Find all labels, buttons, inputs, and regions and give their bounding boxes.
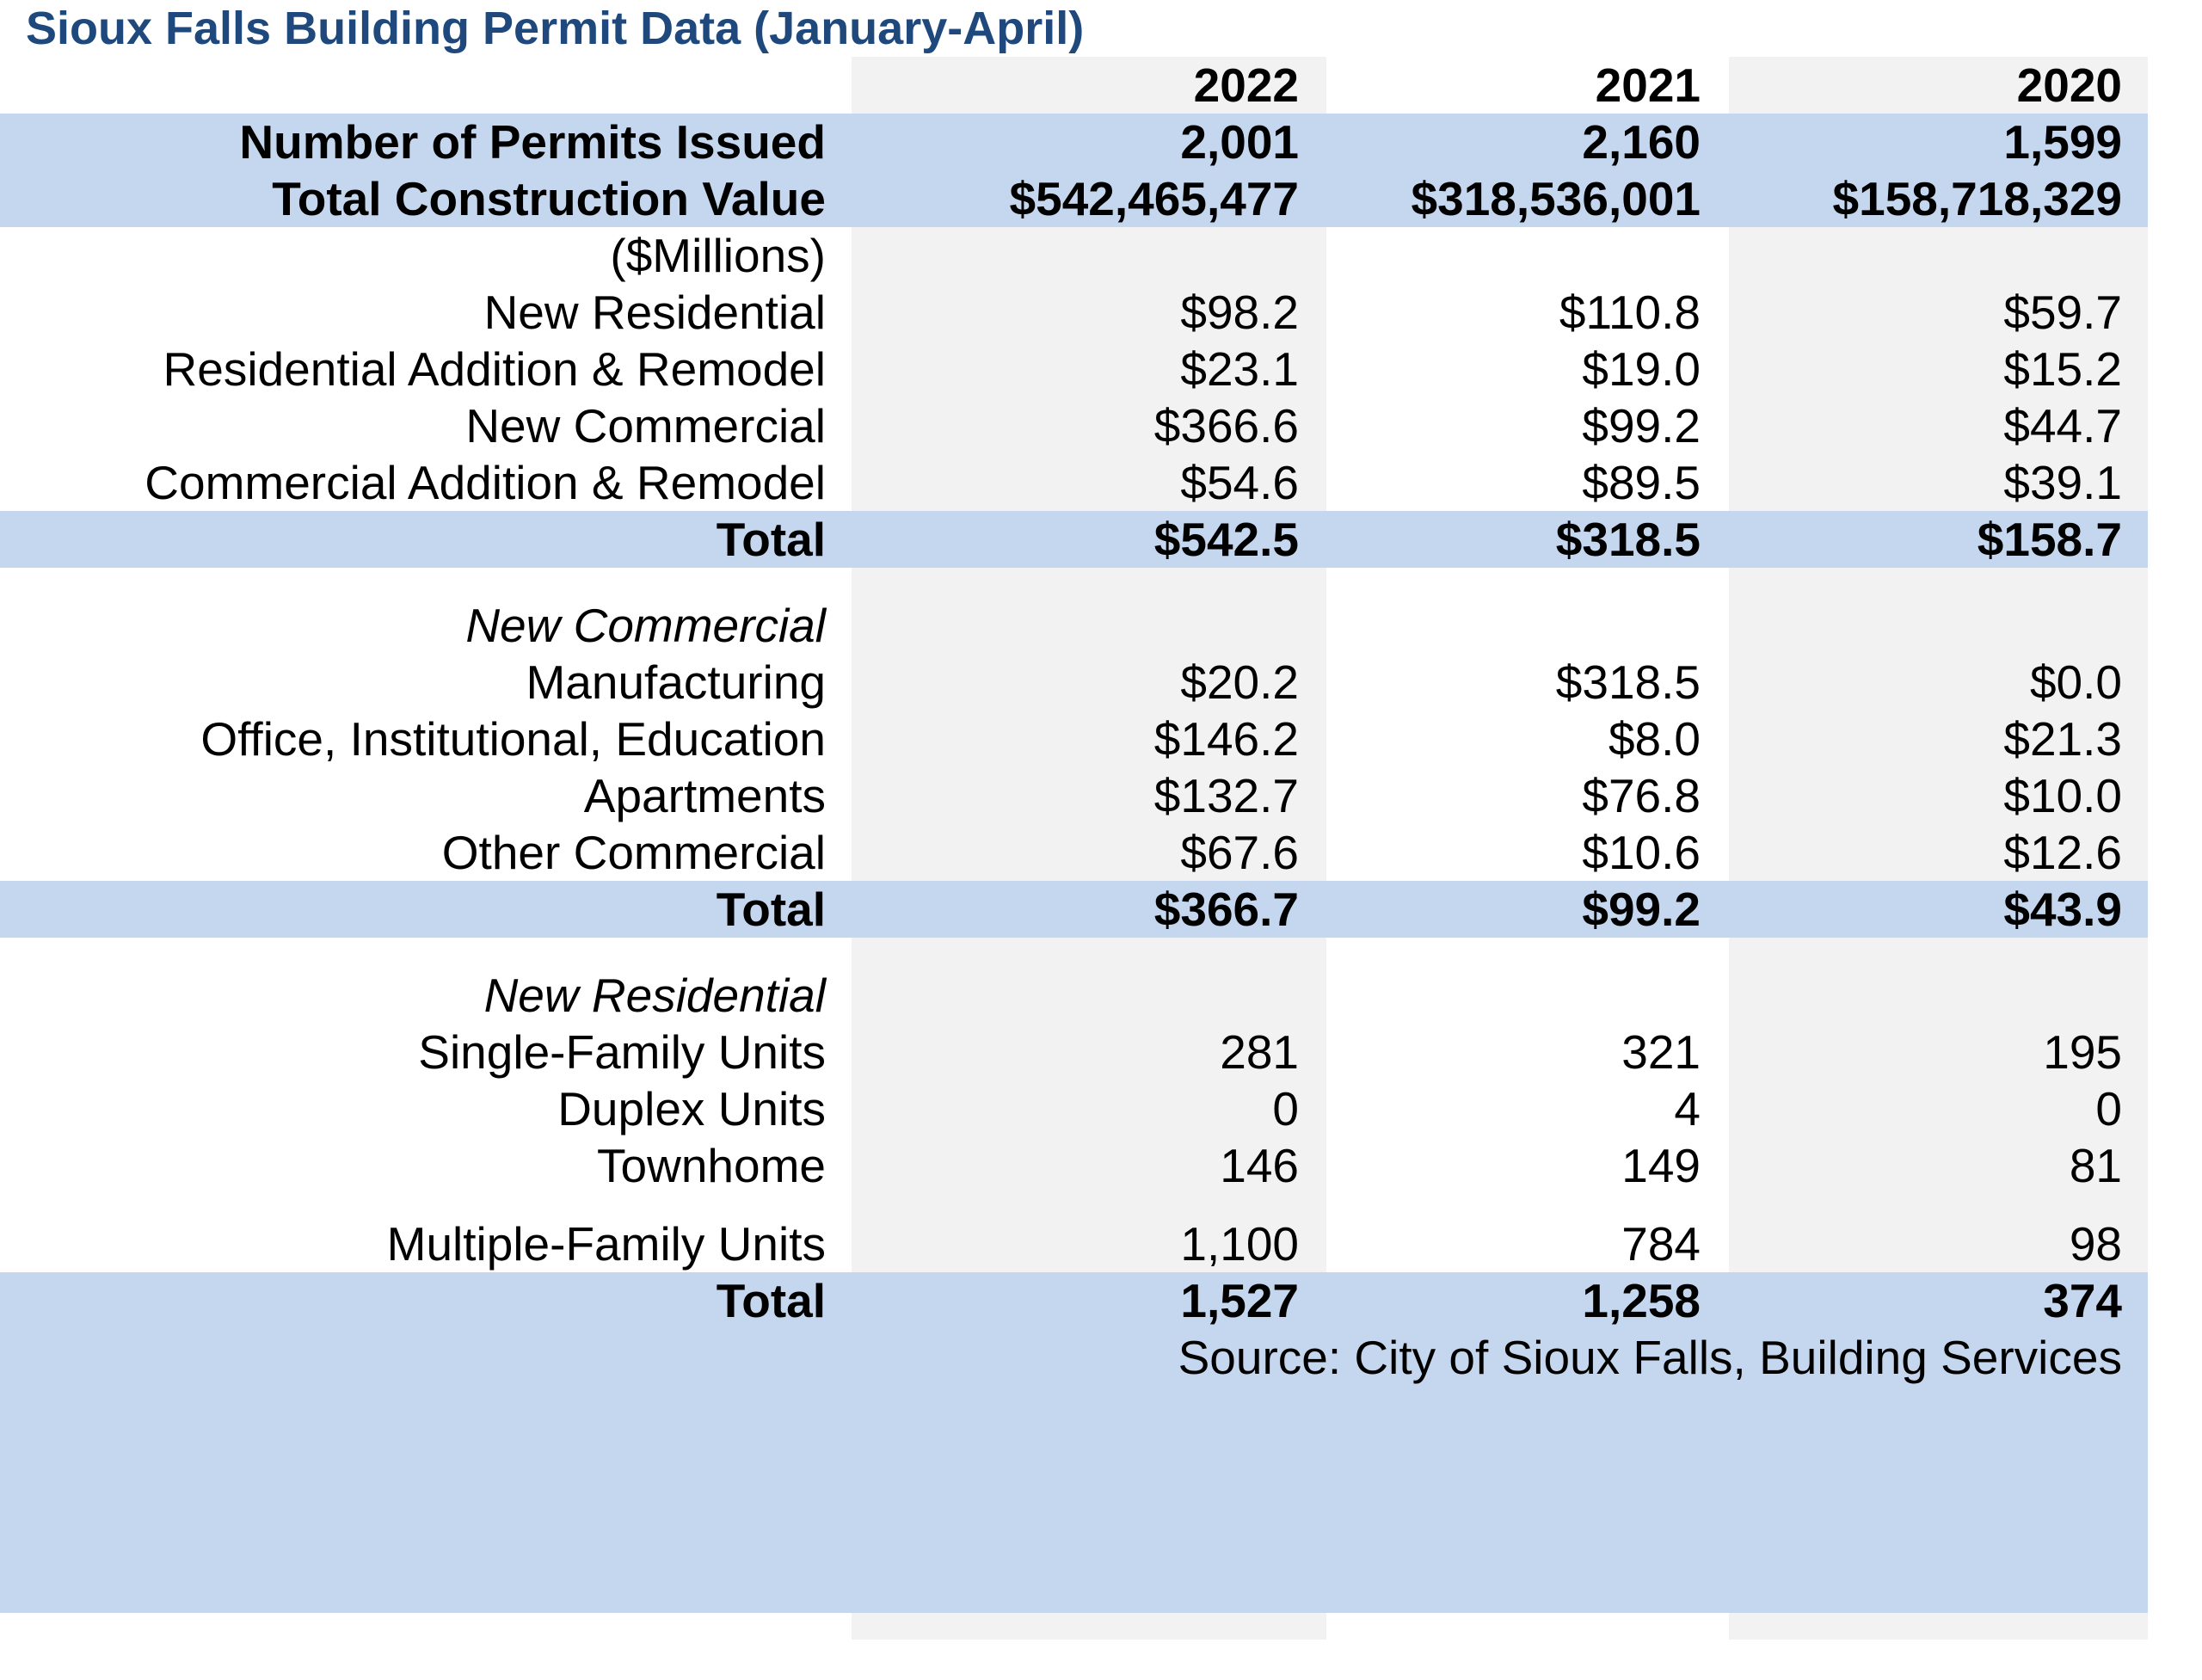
row-value: 195	[2043, 1025, 2122, 1079]
table-row	[0, 1024, 2148, 1080]
construction-value-row	[0, 170, 2148, 227]
row-value: $10.0	[2003, 769, 2122, 822]
table-row	[0, 1215, 2148, 1272]
row-value: 321	[1621, 1025, 1701, 1079]
year-header-row	[0, 57, 2148, 114]
row-value: $21.3	[2003, 712, 2122, 766]
row-value: $542,465,477	[1009, 172, 1299, 225]
total-value: 374	[2043, 1274, 2122, 1327]
permits-issued-row	[0, 114, 2148, 170]
row-value: 2,001	[1180, 115, 1299, 169]
table-row	[0, 654, 2148, 711]
total-value: 1,527	[1180, 1274, 1299, 1327]
row-value: $110.8	[1559, 286, 1701, 339]
row-value: 1,100	[1180, 1217, 1299, 1271]
year-header: 2020	[2016, 58, 2122, 112]
source-note: Source: City of Sioux Falls, Building Services	[1178, 1331, 2122, 1384]
row-label: Apartments	[583, 769, 826, 822]
section-heading: New Commercial	[465, 599, 826, 652]
table-row	[0, 1080, 2148, 1137]
row-label: Total Construction Value	[272, 172, 826, 225]
row-value: $89.5	[1582, 456, 1701, 509]
row-spacer	[0, 1194, 2148, 1215]
total-label: Total	[716, 1274, 826, 1327]
row-value: $132.7	[1153, 769, 1299, 822]
total-value: $43.9	[2003, 883, 2122, 936]
row-value: 81	[2069, 1139, 2122, 1192]
total-value: $158.7	[1977, 513, 2122, 566]
total-row	[0, 1272, 2148, 1329]
total-row	[0, 881, 2148, 938]
row-value: $158,718,329	[1832, 172, 2122, 225]
section-unit-label: ($Millions)	[610, 229, 826, 282]
total-value: $318.5	[1555, 513, 1701, 566]
row-value: $20.2	[1180, 655, 1299, 709]
row-value: $59.7	[2003, 286, 2122, 339]
section-heading-row	[0, 938, 2148, 1024]
table-row	[0, 454, 2148, 511]
row-label: Other Commercial	[441, 826, 826, 879]
row-value: 2,160	[1582, 115, 1701, 169]
row-value: 146	[1220, 1139, 1299, 1192]
year-header: 2022	[1193, 58, 1299, 112]
row-label: Number of Permits Issued	[239, 115, 826, 169]
total-value: $542.5	[1153, 513, 1299, 566]
row-label: Single-Family Units	[418, 1025, 826, 1079]
row-value: $39.1	[2003, 456, 2122, 509]
row-value: $146.2	[1153, 712, 1299, 766]
row-value: 149	[1621, 1139, 1701, 1192]
table-row	[0, 341, 2148, 397]
row-value: $76.8	[1582, 769, 1701, 822]
table-row	[0, 767, 2148, 824]
row-value: $0.0	[2029, 655, 2122, 709]
row-value: $10.6	[1582, 826, 1701, 879]
row-value: 0	[1272, 1082, 1299, 1135]
row-label: Residential Addition & Remodel	[163, 342, 826, 396]
row-value: $99.2	[1582, 399, 1701, 452]
row-label: Townhome	[597, 1139, 826, 1192]
row-label: New Commercial	[465, 399, 826, 452]
table-row	[0, 397, 2148, 454]
row-value: $44.7	[2003, 399, 2122, 452]
row-value: $98.2	[1180, 286, 1299, 339]
row-value: $318.5	[1555, 655, 1701, 709]
row-value: 784	[1621, 1217, 1701, 1271]
row-value: $8.0	[1608, 712, 1701, 766]
total-label: Total	[716, 513, 826, 566]
total-row	[0, 511, 2148, 568]
row-value: $67.6	[1180, 826, 1299, 879]
row-label: Office, Institutional, Education	[200, 712, 826, 766]
row-value: 98	[2069, 1217, 2122, 1271]
row-value: $54.6	[1180, 456, 1299, 509]
table-row	[0, 711, 2148, 767]
total-value: $99.2	[1582, 883, 1701, 936]
total-value: $366.7	[1153, 883, 1299, 936]
table-row	[0, 824, 2148, 881]
row-value: $366.6	[1153, 399, 1299, 452]
total-label: Total	[716, 883, 826, 936]
table-title: Sioux Falls Building Permit Data (January-April)	[26, 3, 1085, 54]
row-value: $19.0	[1582, 342, 1701, 396]
row-value: $23.1	[1180, 342, 1299, 396]
row-value: $15.2	[2003, 342, 2122, 396]
section-heading: New Residential	[483, 969, 826, 1022]
table-row	[0, 284, 2148, 341]
row-value: 0	[2095, 1082, 2122, 1135]
row-label: New Residential	[483, 286, 826, 339]
millions-label-row	[0, 227, 2148, 284]
total-value: 1,258	[1582, 1274, 1701, 1327]
row-label: Commercial Addition & Remodel	[145, 456, 826, 509]
permit-table	[0, 57, 2148, 1613]
year-header: 2021	[1595, 58, 1701, 112]
row-label: Duplex Units	[557, 1082, 826, 1135]
table-row	[0, 1137, 2148, 1194]
row-label: Manufacturing	[526, 655, 826, 709]
section-heading-row	[0, 568, 2148, 654]
source-block	[0, 1329, 2148, 1613]
row-value: $318,536,001	[1411, 172, 1701, 225]
row-value: 1,599	[2003, 115, 2122, 169]
row-value: $12.6	[2003, 826, 2122, 879]
row-label: Multiple-Family Units	[386, 1217, 826, 1271]
row-value: 4	[1674, 1082, 1701, 1135]
row-value: 281	[1220, 1025, 1299, 1079]
